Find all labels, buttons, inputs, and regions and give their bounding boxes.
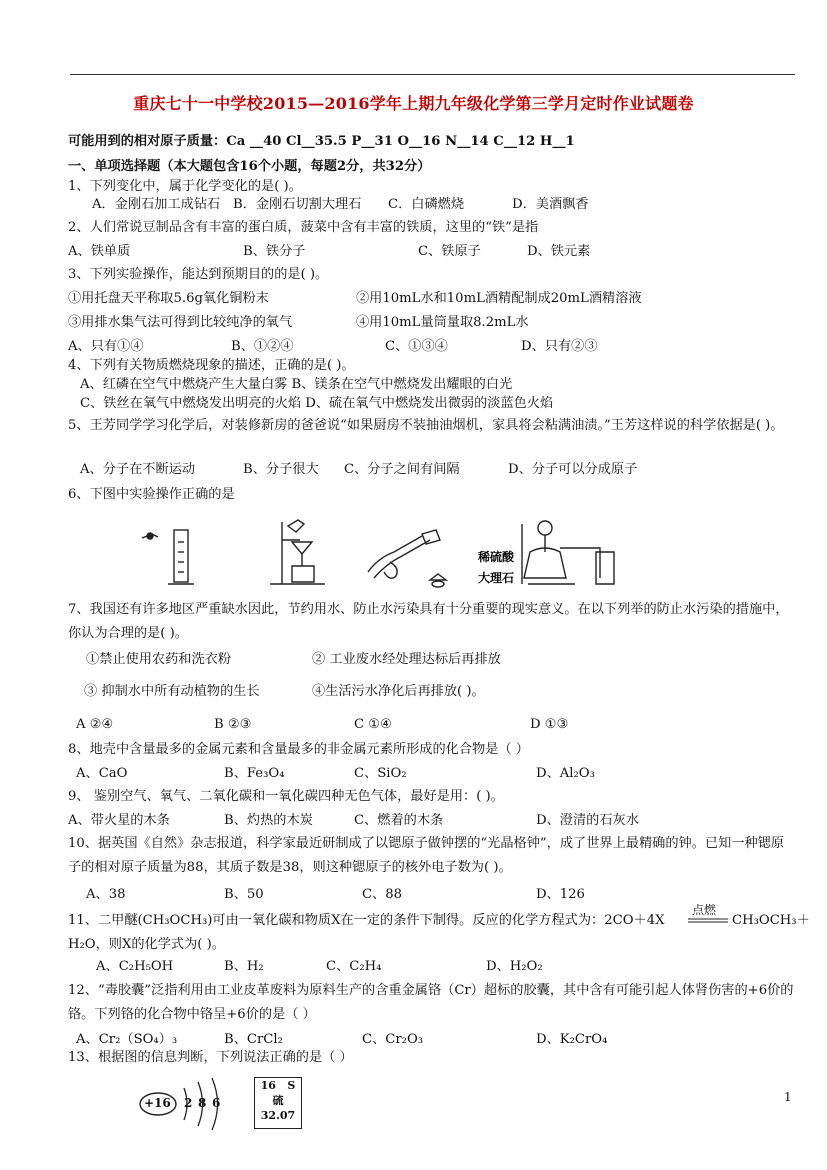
question-11-stem-c: H₂O，则X的化学式为( )。 bbox=[68, 937, 225, 952]
q12-option-b: B、CrCl₂ bbox=[224, 1032, 283, 1047]
q5-option-a: A、分子在不断运动 bbox=[80, 462, 196, 477]
section-heading: 一、单项选择题（本大题包含16个小题，每题2分，共32分） bbox=[68, 159, 431, 174]
q8-option-c: C、SiO₂ bbox=[354, 766, 407, 781]
q4-options-ab: A、红磷在空气中燃烧产生大量白雾 B、镁条在空气中燃烧发出耀眼的白光 bbox=[80, 377, 513, 392]
q7-option-a: A ②④ bbox=[76, 717, 114, 732]
q5-option-d: D、分子可以分成原子 bbox=[508, 462, 638, 477]
q7-item-1: ①禁止使用农药和洗衣粉 bbox=[86, 652, 232, 667]
q7-item-4: ④生活污水净化后再排放( )。 bbox=[312, 684, 485, 699]
q1-option-a: A．金刚石加工成钻石 bbox=[92, 197, 221, 212]
q10-option-c: C、88 bbox=[362, 887, 403, 902]
q2-option-b: B、铁分子 bbox=[243, 244, 306, 259]
question-2-stem: 2、人们常说豆制品含有丰富的蛋白质，菠菜中含有丰富的铁质，这里的“铁”是指 bbox=[68, 220, 539, 235]
q8-option-b: B、Fe₃O₄ bbox=[224, 766, 285, 781]
page-number: 1 bbox=[784, 1090, 792, 1104]
nucleus-charge: +16 bbox=[144, 1096, 171, 1110]
q7-option-c: C ①④ bbox=[354, 717, 392, 732]
q12-option-a: A、Cr₂（SO₄）₃ bbox=[76, 1032, 178, 1047]
q3-item-1: ①用托盘天平称取5.6g氧化铜粉末 bbox=[68, 291, 269, 306]
q2-option-d: D、铁元素 bbox=[527, 244, 591, 259]
q7-option-d: D ①③ bbox=[530, 717, 569, 732]
question-7-stem: 7、我国还有许多地区严重缺水因此，节约用水、防止水污染具有十分重要的现实意义。在以下列举的防止水污染的措施中，你认为合理的是( )。 bbox=[68, 602, 789, 641]
q3-option-a: A、只有①④ bbox=[68, 339, 144, 354]
q3-option-d: D、只有②③ bbox=[521, 339, 598, 354]
shell-2-electrons: 8 bbox=[198, 1096, 207, 1110]
gas-collection-bottle-icon bbox=[596, 552, 614, 584]
question-4-stem: 4、下列有关物质燃烧现象的描述，正确的是( )。 bbox=[68, 358, 355, 373]
q9-option-d: D、澄清的石灰水 bbox=[536, 813, 639, 828]
question-6-stem: 6、下图中实验操作正确的是 bbox=[68, 487, 235, 502]
question-1-stem: 1、下列变化中，属于化学变化的是( )。 bbox=[68, 179, 302, 194]
q8-option-a: A、CaO bbox=[76, 766, 128, 781]
q2-option-a: A、铁单质 bbox=[68, 244, 131, 259]
question-11-stem-b: CH₃OCH₃＋ bbox=[732, 913, 810, 928]
q9-option-b: B、灼热的木炭 bbox=[224, 813, 313, 828]
q3-option-b: B、①②④ bbox=[231, 339, 294, 354]
q2-option-c: C、铁原子 bbox=[418, 244, 481, 259]
q10-option-a: A、38 bbox=[86, 887, 126, 902]
atomic-mass: 32.07 bbox=[260, 1109, 296, 1122]
q11-option-b: B、H₂ bbox=[224, 959, 264, 974]
periodic-table-cell bbox=[254, 1077, 302, 1129]
question-12-stem: 12、“毒胶囊”泛指利用由工业皮革废料为原料生产的含重金属铬（Cr）超标的胶囊，其中含有可能引起人体肾伤害的+6价的铬。下列铬的化合物中铬呈+6价的是（ ） bbox=[68, 983, 794, 1022]
q7-option-b: B ②③ bbox=[214, 717, 252, 732]
question-9-stem: 9、 鉴别空气、氧气、二氧化碳和一氧化碳四种无色气体，最好是用：( )。 bbox=[68, 789, 504, 804]
atomic-number: 16 bbox=[260, 1079, 276, 1092]
element-name: 硫 bbox=[272, 1094, 284, 1107]
header-rule bbox=[70, 74, 795, 75]
q10-option-d: D、126 bbox=[536, 887, 585, 902]
q8-option-d: D、Al₂O₃ bbox=[536, 766, 595, 781]
question-11-stem-a: 11、二甲醚(CH₃OCH₃)可由一氧化碳和物质X在一定的条件下制得。反应的化学方程式为：2CO＋4X bbox=[68, 913, 665, 928]
q9-option-a: A、带火星的木条 bbox=[68, 813, 170, 828]
question-5-stem: 5、王芳同学学习化学后，对装修新房的爸爸说“如果厨房不装抽油烟机，家具将会粘满油渍。”王芳这样说的科学依据是( )。 bbox=[68, 418, 784, 433]
question-3-stem: 3、下列实验操作，能达到预期目的的是( )。 bbox=[68, 267, 329, 282]
q7-item-3: ③ 抑制水中所有动植物的生长 bbox=[84, 684, 260, 699]
label-dilute-sulfuric-acid: 稀硫酸 bbox=[478, 550, 515, 564]
question-13-stem: 13、根据图的信息判断，下列说法正确的是（ ） bbox=[68, 1050, 353, 1065]
q1-option-b: B．金刚石切割大理石 bbox=[233, 197, 362, 212]
q7-item-2: ② 工业废水经处理达标后再排放 bbox=[312, 652, 501, 667]
exam-title: 重庆七十一中学校2015—2016学年上期九年级化学第三学月定时作业试题卷 bbox=[133, 94, 694, 113]
shell-3-electrons: 6 bbox=[212, 1096, 221, 1110]
q12-option-d: D、K₂CrO₄ bbox=[536, 1032, 608, 1047]
q1-option-c: C．白磷燃烧 bbox=[388, 197, 465, 212]
element-symbol: S bbox=[287, 1079, 296, 1092]
q11-option-d: D、H₂O₂ bbox=[486, 959, 543, 974]
q5-option-b: B、分子很大 bbox=[243, 462, 319, 477]
lab-operations-figure bbox=[130, 512, 630, 592]
shell-1-electrons: 2 bbox=[184, 1096, 193, 1110]
q11-option-c: C、C₂H₄ bbox=[326, 959, 382, 974]
q3-option-c: C、①③④ bbox=[385, 339, 448, 354]
q4-options-cd: C、铁丝在氧气中燃烧发出明亮的火焰 D、硫在氧气中燃烧发出微弱的淡蓝色火焰 bbox=[80, 396, 554, 411]
q11-option-a: A、C₂H₅OH bbox=[96, 959, 174, 974]
label-marble: 大理石 bbox=[478, 571, 515, 585]
funnel-icon bbox=[538, 521, 552, 535]
question-10-stem: 10、据英国《自然》杂志报道，科学家最近研制成了以锶原子做钟摆的“光晶格钟”，成了世界上最精确的钟。已知一种锶原子的相对原子质量为88，其质子数是38，则这种锶原子的核外电子数为( )。 bbox=[68, 836, 785, 875]
q3-item-3: ③用排水集气法可得到比较纯净的氧气 bbox=[68, 315, 293, 330]
q3-item-2: ②用10mL水和10mL酒精配制成20mL酒精溶液 bbox=[356, 291, 642, 306]
q3-item-4: ④用10mL量筒量取8.2mL水 bbox=[356, 315, 529, 330]
q1-option-d: D．美酒飘香 bbox=[512, 197, 589, 212]
flask-icon bbox=[524, 548, 566, 578]
q12-option-c: C、Cr₂O₃ bbox=[362, 1032, 424, 1047]
q10-option-b: B、50 bbox=[224, 887, 264, 902]
graduated-cylinder-icon bbox=[174, 530, 188, 582]
q5-option-c: C、分子之间有间隔 bbox=[344, 462, 460, 477]
q9-option-c: C、燃着的木条 bbox=[354, 813, 444, 828]
equals-sign-icon bbox=[688, 918, 728, 924]
reaction-condition: 点燃 bbox=[692, 903, 717, 917]
question-8-stem: 8、地壳中含量最多的金属元素和含量最多的非金属元素所形成的化合物是（ ） bbox=[68, 742, 529, 757]
atomic-masses: 可能用到的相对原子质量：Ca __40 Cl__35.5 P__31 O__16 N__14 C__12 H__1 bbox=[68, 134, 575, 149]
